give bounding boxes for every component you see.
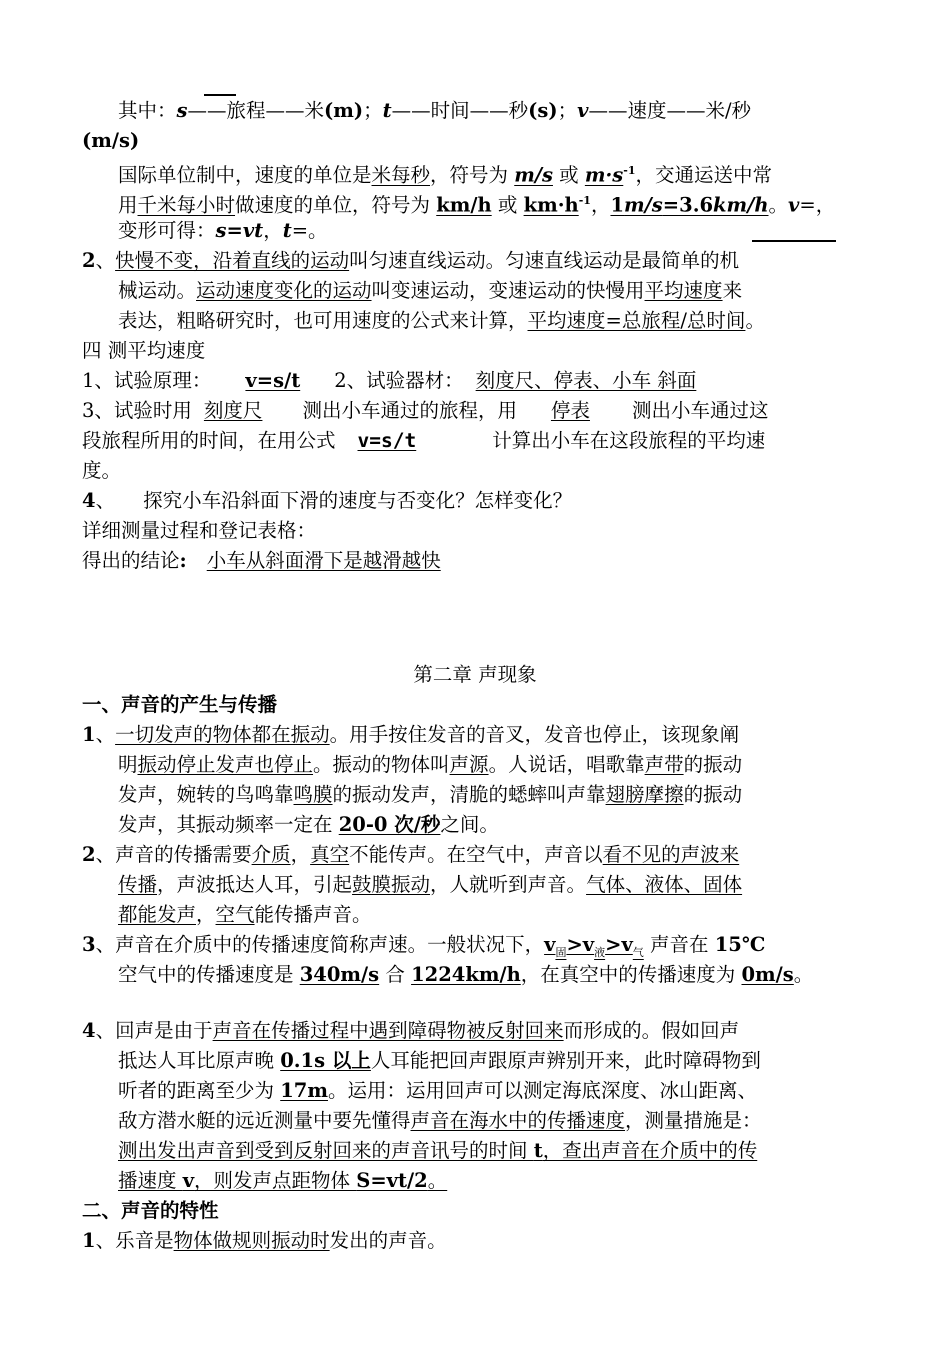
conversion: =3.6 [662,193,714,217]
item-number: 1 [82,723,96,746]
text: 之间。 [440,813,499,836]
p4-line-1 [82,1016,739,1046]
text: ； [363,99,383,122]
unit-m: (m) [324,99,364,122]
text: ，符号为 [430,163,515,187]
section-title: 四 测平均速度 [82,339,206,362]
speed-line-5 [118,216,328,246]
text: 空气中的传播速度是 [118,963,300,986]
underlined-value: 0m/s [741,963,794,986]
text: ， [263,219,283,242]
conversion: m/s [624,193,663,217]
p4-line-6 [118,1166,447,1196]
unit-ms: (m/s) [82,129,140,152]
text: 。运用：运用回声可以测定海底深度、冰山距离、 [327,1079,757,1102]
symbol-vt: vt [242,219,264,242]
section4-line-2 [82,396,768,426]
chapter-title [0,660,950,690]
p1-line-3 [118,780,742,810]
symbol-kmh-1: km·h [523,193,579,217]
underlined-text: 声带 [644,753,684,776]
text: 不能传声。在空气中，声音以 [349,843,603,866]
underlined-text: 看不见的声波来 [602,843,740,866]
item2-line-2 [118,276,742,306]
item-number: 4 [82,489,96,512]
text: ——旅程——米 [187,99,325,122]
speed-symbol: >v [566,933,595,956]
chapter-heading: 第二章 声现象 [413,663,537,686]
underlined-text: 平均速度=总旅程/总时间 [527,309,746,332]
text: 、 [95,249,116,272]
text: ——速度——米/秒 [588,99,752,122]
superscript: -1 [578,194,591,207]
text: : [179,549,187,572]
underlined-text: 声源 [449,753,489,776]
underlined-text: 千米每小时 [137,193,236,217]
speed-symbol: v [544,933,556,956]
symbol-kmh: km/h [436,193,492,217]
underlined-text: 平均速度 [644,279,723,302]
p1-line-2 [118,750,742,780]
text: 、声音的传播需要 [95,843,252,866]
text: 段旅程所用的时间，在用公式 [82,429,336,452]
p5-line-1 [82,1226,447,1256]
item-number: 2 [82,843,96,866]
subscript: 液 [594,945,606,959]
p4-line-4 [118,1106,762,1136]
blank-answer: 刻度尺 [203,399,263,422]
section-heading: 一、声音的产生与传播 [82,693,278,716]
text: 度。 [82,459,122,482]
text: 。振动的物体叫 [313,753,450,776]
text: 变形可得： [118,219,216,242]
section4-line-7 [82,546,862,576]
section-heading-2 [82,1196,219,1226]
text: 抵达人耳比原声晚 [118,1049,281,1072]
p2-line-1 [82,840,739,870]
underlined-text: 空气 [215,903,255,926]
underlined-text: 鼓膜振动 [352,873,431,896]
text: 、乐音是 [95,1229,174,1252]
subscript: 固 [555,945,567,959]
blank-answer: v=s/t [357,429,417,452]
underlined-value: 340m/s [299,963,380,986]
text: 做速度的单位，符号为 [235,193,437,217]
underlined-text: 振动停止发声也停止 [137,753,314,776]
text: 。用手按住发音的音叉，发音也停止，该现象阐 [329,723,740,746]
underlined-text: S=vt/2 [356,1169,428,1192]
text: 发出的声音。 [329,1229,447,1252]
section4-line-1 [82,366,702,396]
text: 测出小车通过的旅程，用 [302,399,517,422]
item2-line-3 [118,306,765,336]
conversion: 1 [610,193,625,217]
underlined-text: 翅膀摩擦 [605,783,684,806]
text: 详细测量过程和登记表格： [82,519,317,542]
text: 2、试验器材： [334,369,464,392]
p4-line-2 [118,1046,761,1076]
section4-line-5 [82,486,572,516]
text: 或 [491,193,524,217]
text: 用 [118,193,138,217]
text: 。 [793,963,814,986]
p2-line-3 [118,900,372,930]
underlined-text: 气体、液体、固体 [586,873,743,896]
section4-line-4 [82,456,121,486]
text: 的振动发声，清脆的蟋蟀叫声靠 [332,783,606,806]
text: 叫匀速直线运动。匀速直线运动是最简单的机 [349,249,740,272]
text: 。 [768,193,789,217]
text: 。 [745,309,765,332]
p4-line-5 [118,1136,757,1166]
item-number: 2 [82,249,96,272]
text: =。 [291,219,328,242]
text: 探究小车沿斜面下滑的速度与否变化？怎样变化？ [143,489,573,512]
text: ——时间——秒 [391,99,529,122]
text: 来 [722,279,743,302]
text: 得出的结论 [82,549,180,572]
underlined-text: v [182,1169,195,1192]
underlined-text: ，则发声点距物体 [194,1169,357,1192]
blank-answer: 刻度尺、停表、小车 斜面 [475,369,697,392]
text: 、声音在介质中的传播速度简称声速。一般状况下， [95,933,545,956]
text: ， [590,193,611,217]
blank-answer: 小车从斜面滑下是越滑越快 [206,549,441,572]
text: 人耳能把回声跟原声辨别开来，此时障碍物到 [370,1049,761,1072]
underlined-text: 物体做规则振动时 [173,1229,330,1252]
underlined-text: t [533,1139,543,1162]
symbol-ms-1: m·s [584,163,624,187]
underlined-value: 1224km/h [411,963,521,986]
text: ， [290,843,311,866]
text: 3、试验时用 [82,399,192,422]
section4-line-3 [82,426,765,456]
text: ，声波抵达人耳，引起 [157,873,353,896]
text: =， [799,193,836,217]
conversion: km/h [713,193,769,217]
section4-line-6 [82,516,316,546]
symbol-v: v [577,99,589,122]
text: 明 [118,753,138,776]
text: 计算出小车在这段旅程的平均速 [492,429,766,452]
underlined-text: 。 [427,1169,448,1192]
underlined-text: 声音在海水中的传播速度 [410,1109,626,1132]
fraction-bar-right [752,240,836,242]
underlined-text: 米每秒 [371,163,431,187]
text: ，测量措施是： [625,1109,762,1132]
text: 表达，粗略研究时，也可用速度的公式来计算， [118,309,528,332]
text: 。人说话，唱歌靠 [488,753,645,776]
p4-line-3 [118,1076,757,1106]
text: 或 [552,163,585,187]
text: 声音在 [643,933,715,956]
p3-line-2 [118,960,813,990]
section-heading: 二、声音的特性 [82,1199,219,1222]
unit-s: (s) [528,99,558,122]
symbol-s: s [176,99,188,122]
symbol-s: s [215,219,227,242]
text: 国际单位制中，速度的单位是 [118,163,372,187]
text: 而形成的。假如回声 [563,1019,740,1042]
p1-line-4 [118,810,499,840]
speed-line-1 [118,96,751,126]
section-heading-1 [82,690,277,720]
text: 能传播声音。 [254,903,372,926]
underlined-text: 运动速度变化的运动 [196,279,372,302]
text: 听者的距离至少为 [118,1079,281,1102]
underlined-text: 真空 [310,843,350,866]
speed-line-2 [82,126,139,156]
underlined-text: 播速度 [118,1169,183,1192]
text: 发声，其振动频率一定在 [118,813,339,836]
underlined-text: 测出发出声音到受到反射回来的声音讯号的时间 [118,1139,534,1162]
text: 、回声是由于 [95,1019,213,1042]
text: ， [196,903,216,926]
underlined-text: 介质 [251,843,291,866]
text: 叫变速运动，变速运动的快慢用 [371,279,645,302]
symbol-v: v [788,193,800,217]
p2-line-2 [118,870,742,900]
section4-title [82,336,205,366]
speed-symbol: >v [605,933,633,956]
symbol-t: t [282,219,292,242]
text: = [226,219,243,242]
blank-answer: v=s/t [245,369,301,392]
superscript: -1 [623,164,636,177]
text: 的振动 [683,783,743,806]
underlined-value: 17m [280,1079,328,1102]
item-number: 4 [82,1019,96,1042]
text: 械运动。 [118,279,197,302]
underlined-text: 都能发声 [118,903,197,926]
underlined-text: ，查出声音在介质中的传 [542,1139,758,1162]
temperature: 15℃ [714,933,766,956]
underlined-text: 快慢不变，沿着直线的运动 [115,249,350,272]
text: 敌方潜水艇的远近测量中要先懂得 [118,1109,411,1132]
text: ，交通运送中常 [635,163,773,187]
text: 的振动 [683,753,743,776]
symbol-ms: m/s [514,163,553,187]
symbol-t: t [382,99,392,122]
text: 合 [379,963,412,986]
text: ； [557,99,578,122]
text: 发声，婉转的鸟鸣靠 [118,783,294,806]
underlined-text: 鸣膜 [293,783,333,806]
underlined-text: 传播 [118,873,158,896]
underlined-text: 一切发声的物体都在振动 [115,723,330,746]
underlined-text: 声音在传播过程中遇到障碍物被反射回来 [212,1019,564,1042]
item-number: 1 [82,1229,96,1252]
subscript: 气 [632,945,644,959]
text: 其中： [118,99,177,122]
blank-answer: 停表 [550,399,590,422]
text: 测出小车通过这 [631,399,769,422]
item2-line-1 [82,246,739,276]
item-number: 3 [82,933,96,956]
text: ，人就听到声音。 [430,873,587,896]
text: 1、试验原理： [82,369,212,392]
underlined-text: 20-0 次/秒 [338,813,441,836]
text: 、 [95,723,116,746]
p1-line-1 [82,720,739,750]
underlined-value: 0.1s 以上 [280,1049,371,1072]
text: 、 [95,489,116,512]
text: ，在真空中的传播速度为 [520,963,742,986]
